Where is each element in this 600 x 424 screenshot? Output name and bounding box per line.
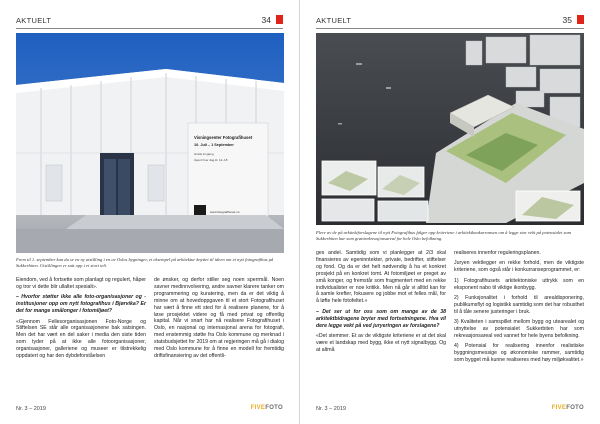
tent-sign-hours: Åpent hver dag kl. 12–18 xyxy=(194,158,228,162)
interview-question: – Det ser ut for oss som om mange av de 38 arkitektbidragene bryter med fortsetningene. Hva vil dere legge vekt på ved juryeringen av forslagene? xyxy=(316,308,446,329)
brand-main: FOTO xyxy=(566,405,584,411)
column-2 xyxy=(154,277,284,363)
right-page xyxy=(300,0,600,424)
photo-caption: Frem til 1. september kan du se en ny utstilling i en av Oslos bygninger, et eksempel på arkitektur knyttet til ideen om et nytt fotografihus på Sukkerbiten. Utstillingen er satt opp i et stort telt. xyxy=(16,257,274,269)
tent-sign-title: Visningsenter Fotografihuset xyxy=(194,135,253,140)
column-1 xyxy=(16,277,146,363)
list-item: 1) Fotografihusets arkitektoniske uttrykk som en eksponent nabo til viktige ikonbygg. xyxy=(454,277,584,291)
paragraph: Eiendom, ved å fortsette som planlagt og regulert, håper og tror vi dette blir ullaltet spesialt». xyxy=(16,277,146,290)
article-columns xyxy=(316,250,584,368)
architecture-render xyxy=(316,33,584,253)
header-rule xyxy=(316,28,584,29)
list-item: 4) Potensial for realisering innenfor realistiske byggningsmessige og økonomiske rammer, samtidig som bygget må kunne realiseres med høy miljøkvalitet.» xyxy=(454,343,584,364)
page-footer xyxy=(316,406,584,414)
page-header xyxy=(316,16,584,26)
article-columns xyxy=(16,277,284,363)
brand-accent: FIVE xyxy=(250,405,266,411)
issue-number: Nr. 3 – 2019 xyxy=(16,406,46,412)
page-color-mark xyxy=(276,15,283,24)
brand-logo xyxy=(251,405,283,411)
interview-question: – Hvorfor støtter ikke alle foto-organisasjoner og -institusjoner opp om nytt fotografihus i Bjørvika? Er det for mange smålonger i fotomiljøet? xyxy=(16,294,146,315)
section-label: AKTUELT xyxy=(16,16,52,25)
tent-sign-dates: 10. Juli – 1 September xyxy=(194,143,234,147)
tent-photo xyxy=(16,33,284,253)
page-footer xyxy=(16,406,283,414)
paragraph: realiseres innenfor reguleringsplanen. xyxy=(454,250,541,256)
list-item: 2) Funksjonalitet i forhold til arealdisponering, publikumsflyt og logistikk samtidig som det har robusthet til å tåle senere justeringer i bruk. xyxy=(454,295,584,315)
paragraph: «Det stemmer. Et av de viktigste kriteriene er at det skal være et landskap med bygg, ikke et nytt signalbygg. Og at altmå xyxy=(316,332,446,353)
brand-main: FOTO xyxy=(265,405,283,411)
render-caption: Flere av de på arkitektforslagene til nytt Fotografihus følger opp kriteriene i arkitektkonkurransen om å legge stor vekt på potensialet som Sukkerbiten har som grøntrekreasjonsareal for hele Oslo befolkning. xyxy=(316,230,571,242)
brand-accent: FIVE xyxy=(551,405,567,411)
page-color-mark xyxy=(577,15,584,24)
tent-sign-url: www.fotografihuset.no xyxy=(210,210,240,214)
section-label: AKTUELT xyxy=(316,16,352,25)
column-1 xyxy=(316,250,446,368)
paragraph: «Gjennom Fellesorganisasjonen Foto-Norge og Stiftelsen SE står alle organisasjonene bak satsingen. Men det har vært en del saker i media den siste tiden som tyder på at ikke alle fotoorganisasjoner, organisasjoner, galleriene og museer er tilstrekkelig oppdatert og har den dybdeforståelsen xyxy=(16,318,146,360)
paragraph: Juryen vektlegger en rekke forhold, men de viktigste kriteriene, som også står i konkurranseprogrammet, er: xyxy=(454,260,584,274)
page-number: 35 xyxy=(562,15,572,25)
column-2 xyxy=(454,250,584,368)
list-item: 3) Kvaliteten i samspillet mellom bygg og utearealet og utnyttelse av potensialet Sukkerbiten har som rekreasjonsareal ved vannet for hele byens befolkning. xyxy=(454,319,584,340)
paragraph: ges andel. Samtidig som vi planlegger at 2/3 skal finansieres av egeninntekter, private, bedrifter, stiftelser og fond. Og da er det helt nødvendig å ha et konkret prosjekt på en konkret tomt. At fotomiljøet er preget av små konger, og fremstår som fragmentert med en rekke individualister er noe kritikk. Men nå går vi alltid kan for å samle krefter, fokusere og jobbe mot et felles mål, for å løfte hele fotofeltet.» xyxy=(316,250,446,305)
page-header xyxy=(16,16,283,26)
header-rule xyxy=(16,28,283,29)
brand-logo xyxy=(552,405,584,411)
tent-sign-info: Gratis inngang xyxy=(194,152,214,156)
page-number: 34 xyxy=(261,15,271,25)
paragraph: de ønsker, og derfor stiller seg noen sperrmål. Noen savner medinnvolvering, andre savner klarere tanker om programmering og kuratering, men da er det viktig å minne om at hovedoppgaven til et stort Fotografihuset har vært å finne ett sted for å realisere planene, for å løse prosjektet videre og få med privat og offentlig kapital. Når vi snart har nå realisere Fotografihuset i Oslo, en nasjonal og internasjonal arena for fotografi, med enstemmig støtte fra Oslo kommune og merknad i statsbudsjettet for 2019 om at regjeringen må gå i dialog med Oslo kommune for å finne en modell for fremtidig driftsfinansiering av det offentli- xyxy=(154,277,284,359)
issue-number: Nr. 3 – 2019 xyxy=(316,406,346,412)
